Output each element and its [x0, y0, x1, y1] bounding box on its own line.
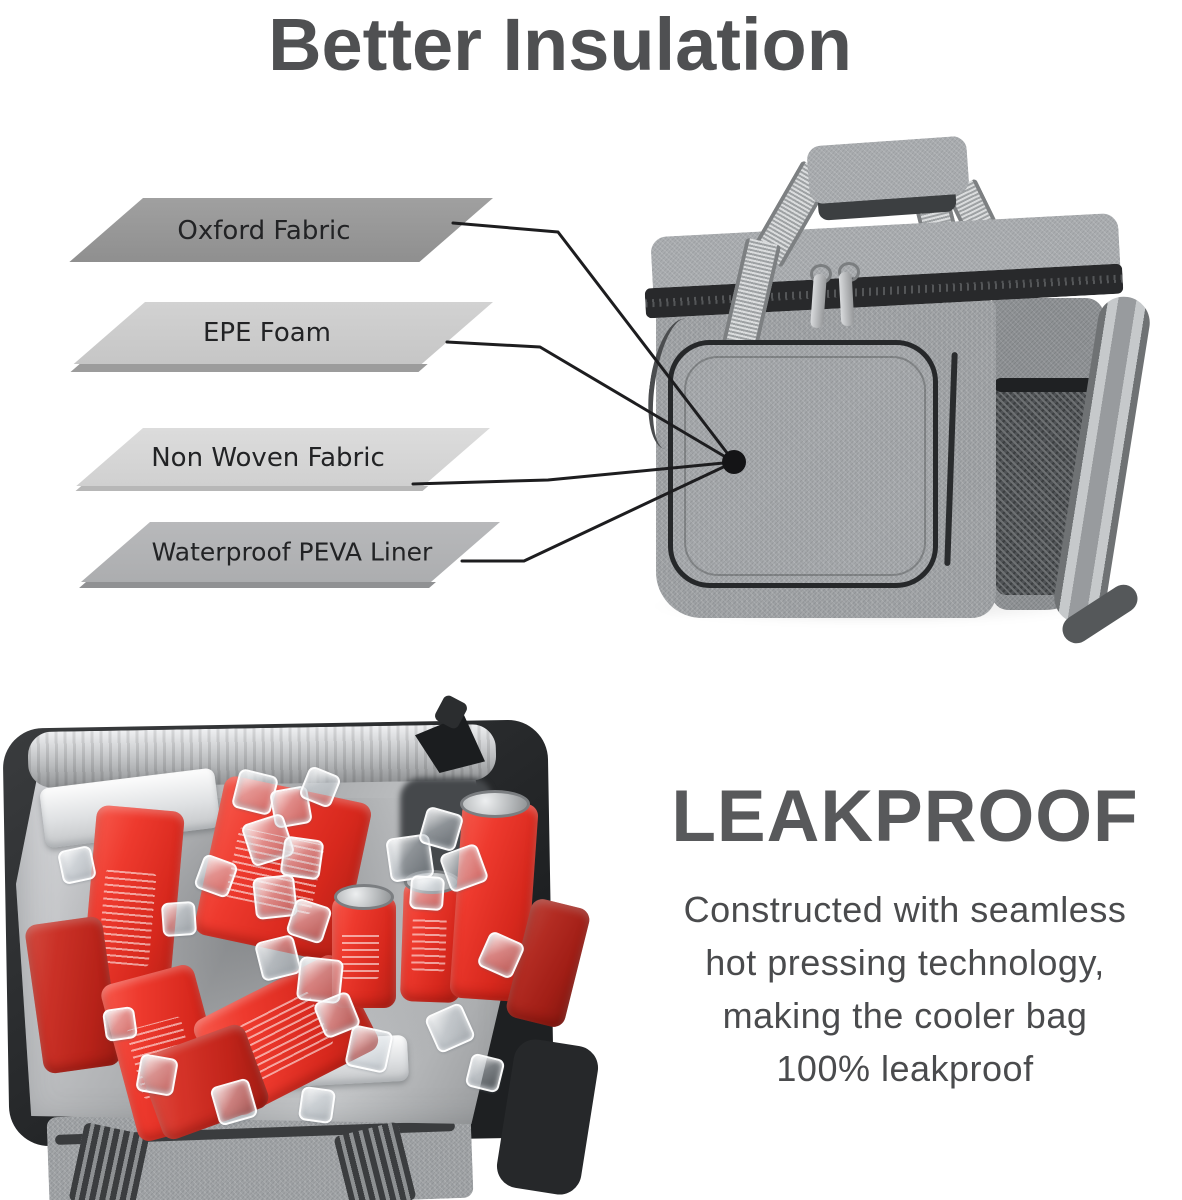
soda-can-top — [460, 790, 530, 818]
leakproof-line: Constructed with seamless — [683, 889, 1127, 930]
layer-label-non-woven-fabric: Non Woven Fabric — [151, 443, 385, 473]
leakproof-line: 100% leakproof — [776, 1048, 1034, 1089]
ice-cube — [409, 875, 445, 911]
ice-cube — [102, 1006, 138, 1042]
leakproof-section — [625, 776, 1182, 1095]
ice-cube — [161, 901, 197, 937]
ice-cube — [57, 845, 97, 885]
page-title: Better Insulation — [268, 3, 852, 86]
layer-label-oxford-fabric: Oxford Fabric — [177, 216, 351, 246]
leakproof-heading: LEAKPROOF — [671, 776, 1139, 857]
front-pocket-stitching — [684, 356, 926, 576]
ice-cube — [344, 1024, 394, 1074]
layer-label-epe-foam: EPE Foam — [203, 318, 331, 348]
leakproof-line: hot pressing technology, — [705, 942, 1105, 983]
open-bag-photo — [0, 690, 640, 1200]
ice-cube — [298, 1086, 336, 1124]
soda-can — [332, 896, 396, 1008]
zipper-pull — [839, 272, 855, 327]
handle-grip — [806, 135, 970, 204]
leakproof-line: making the cooler bag — [722, 995, 1088, 1036]
layer-label-waterproof-peva-liner: Waterproof PEVA Liner — [151, 537, 433, 567]
soda-can-top — [334, 884, 394, 910]
leakproof-description — [625, 883, 1182, 1095]
ice-cube — [135, 1053, 179, 1097]
